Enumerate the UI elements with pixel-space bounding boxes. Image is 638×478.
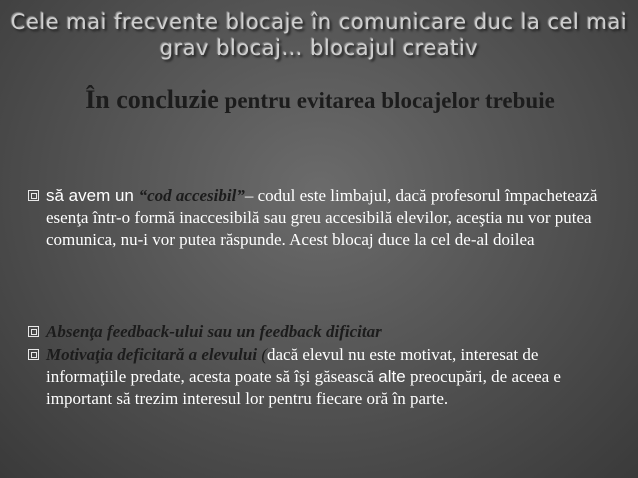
- subheading-rest: pentru evitarea blocajelor trebuie: [218, 88, 555, 113]
- bullet-text-3: [46, 344, 606, 410]
- bullet-2-part1: Absenţa feedback-ului: [46, 322, 204, 341]
- square-bullet-icon: [28, 326, 39, 337]
- subheading-lead: În concluzie: [85, 85, 219, 114]
- bullet-1-part2: “cod accesibil”: [138, 186, 245, 205]
- slide-title: Cele mai frecvente blocaje în comunicare duc la cel mai grav blocaj… blocajul creativ: [10, 10, 628, 60]
- square-bullet-icon: [28, 190, 39, 201]
- bullet-3-part1: Motivaţia deficitară a elevului: [46, 345, 262, 364]
- bullet-1-part3: – codul este limbajul, dacă profesorul împachetează esenţa într-o formă inaccesibilă sau greu accesibilă elevilor, aceştia nu vor putea comunica, nu-i vor putea răspunde. Acest blocaj duce la cel de-al doilea: [46, 186, 598, 249]
- bullet-2-part2: sau un feedback dificitar: [203, 322, 382, 341]
- bullet-3-part3: dacă elevul nu este motivat, interesat de informaţiile predate, acesta poate să îşi găsească: [46, 345, 539, 386]
- bullet-text-2: [46, 321, 606, 343]
- bullet-1-part1: să avem un: [46, 186, 139, 205]
- bullet-3-part2: (: [261, 345, 267, 364]
- square-bullet-icon: [28, 349, 39, 360]
- bullet-text-1: [46, 185, 606, 251]
- bullet-3-part5: preocupări, de aceea e important să trezim interesul lor pentru fiecare oră în parte.: [46, 367, 561, 408]
- bullet-3-part4: alte: [378, 367, 406, 386]
